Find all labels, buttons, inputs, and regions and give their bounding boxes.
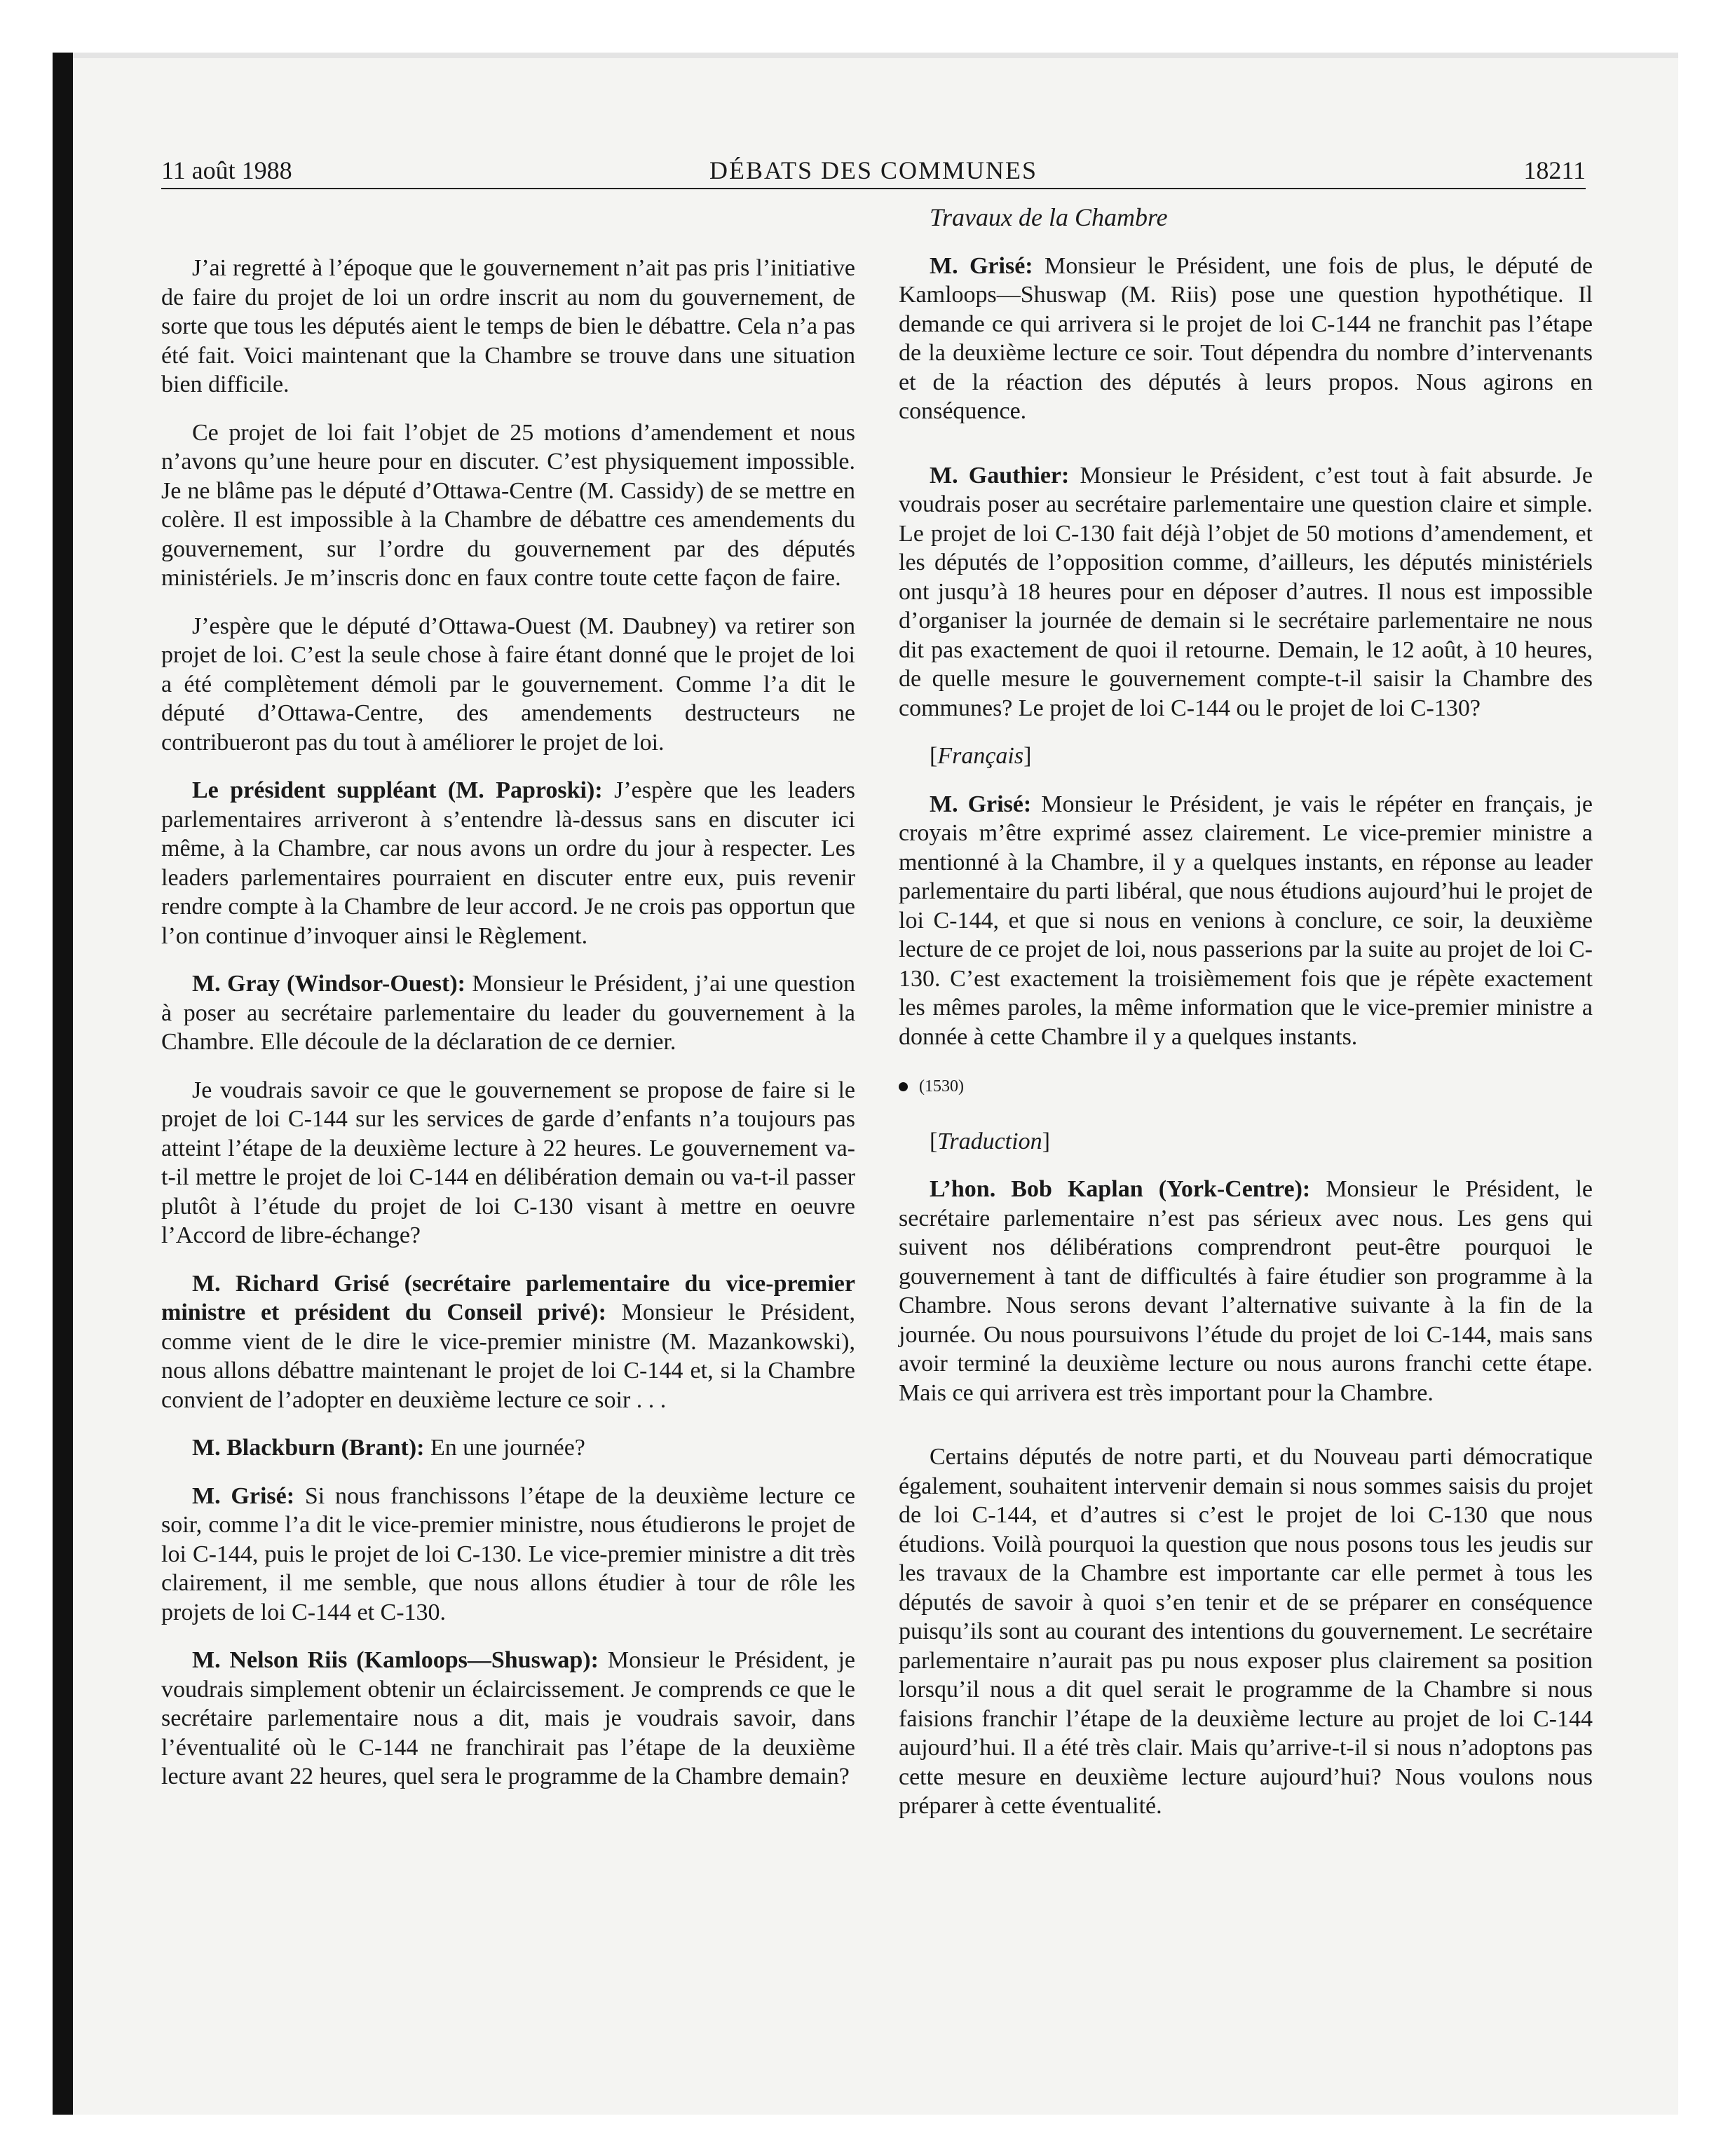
page-header <box>161 156 1586 189</box>
paragraph <box>161 612 855 758</box>
paragraph <box>899 461 1593 723</box>
language-tag-traduction: [Traduction] <box>930 1128 1050 1154</box>
language-tag-francais: [Français] <box>930 743 1032 769</box>
paragraph <box>161 969 855 1057</box>
paragraph-text: J’ai regretté à l’époque que le gouvernement n’ait pas pris l’initiative de faire du projet de loi un ordre inscrit au nom du gouvernement, de sorte que tous les députés aient le temps de bien le débattre. Cela n’a pas été fait. Voici maintenant que la Chambre se trouve dans une situation bien difficile. <box>161 255 855 397</box>
header-title: DÉBATS DES COMMUNES <box>709 156 1038 184</box>
paragraph-text: J’espère que le député d’Ottawa-Ouest (M. Daubney) va retirer son projet de loi. C’est la seule chose à faire étant donné que le projet de loi a été complètement démoli par le gouvernement. Comme l’a dit le député d’Ottawa-Centre, des amendements destructeurs ne contribueront pas du tout à améliorer le projet de loi. <box>161 613 855 756</box>
header-page-number: 18211 <box>1523 156 1586 184</box>
right-block-c <box>899 1175 1593 1821</box>
paragraph <box>899 1175 1593 1407</box>
paragraph <box>161 254 855 400</box>
paragraph <box>161 418 855 593</box>
bullet-icon <box>899 1082 908 1091</box>
paragraph-text: Monsieur le Président, une fois de plus, le député de Kamloops—Shuswap (M. Riis) pose une question hypothétique. Il demande ce qui arrivera si le projet de loi C-144 ne franchit pas l’étape de la deuxième lecture ce soir. Tout dépendra du nombre d’intervenants et de la réaction des députés à leurs propos. Nous agirons en conséquence. <box>899 252 1593 424</box>
header-date: 11 août 1988 <box>161 156 292 184</box>
paragraph <box>161 1433 855 1463</box>
running-head: Travaux de la Chambre <box>930 203 1168 231</box>
left-column <box>161 254 855 1810</box>
speaker-name: M. Nelson Riis (Kamloops—Shuswap): <box>192 1647 599 1673</box>
paragraph-text: Je voudrais savoir ce que le gouvernement se propose de faire si le projet de loi C-144 sur les services de garde d’enfants n’a toujours pas atteint l’étape de la deuxième lecture à 22 heures. Le gouvernement va-t-il mettre le projet de loi C-144 en délibération demain ou va-t-il passer plutôt à l’étude du projet de loi C-130 visant à mettre en oeuvre l’Accord de libre-échange? <box>161 1077 855 1248</box>
speaker-name: Le président suppléant (M. Paproski): <box>192 777 603 803</box>
scan-edge-top <box>73 53 1678 58</box>
scan-edge-left <box>53 53 73 2115</box>
paragraph-text: Si nous franchissons l’étape de la deuxième lecture ce soir, comme l’a dit le vice-premier ministre, nous étudierons le projet de loi C-144, puis le projet de loi C-130. Le vice-premier ministre a dit très clairement, il me semble, que nous allons étudier à tour de rôle les projets de loi C-144 et C-130. <box>161 1482 855 1625</box>
speaker-name: M. Grisé: <box>930 791 1032 817</box>
paragraph-text: Monsieur le Président, comme vient de le dire le vice-premier ministre (M. Mazankowski), nous allons débattre maintenant le projet de loi C-144 et, si la Chambre convient de l’adopter en deuxième lecture ce soir . . . <box>161 1299 855 1413</box>
speaker-name: L’hon. Bob Kaplan (York-Centre): <box>930 1176 1311 1202</box>
paragraph <box>161 776 855 950</box>
time-marker-label: (1530) <box>919 1077 964 1096</box>
paragraph <box>161 1076 855 1250</box>
paragraph <box>899 252 1593 426</box>
paragraph-text: Monsieur le Président, je vais le répéter en français, je croyais m’être exprimé assez clairement. Le vice-premier ministre a mentionné à la Chambre, il y a quelques instants, en réponse au leader parlementaire du parti libéral, que nous étudions aujourd’hui le projet de loi C-144, et que si nous en venions à conclure, ce soir, la deuxième lecture de ce projet de loi, nous passerions par la suite au projet de loi C-130. C’est exactement la troisièmement fois que je répète exactement les mêmes paroles, la même information que le vice-premier ministre a donnée à cette Chambre il y a quelques instants. <box>899 791 1593 1050</box>
paragraph-text: Monsieur le Président, j’ai une question à poser au secrétaire parlementaire du leader du gouvernement à la Chambre. Elle découle de la déclaration de ce dernier. <box>161 971 855 1055</box>
speaker-name: M. Gauthier: <box>930 462 1070 489</box>
right-block-a <box>899 252 1593 723</box>
paragraph <box>899 1442 1593 1821</box>
paragraph <box>899 790 1593 1052</box>
right-column <box>899 203 1593 1840</box>
time-marker <box>899 1072 1593 1102</box>
speaker-name: M. Richard Grisé (secrétaire parlementaire du vice-premier ministre et président du Conseil privé): <box>161 1270 855 1325</box>
paragraph-text: Certains députés de notre parti, et du Nouveau parti démocratique également, souhaitent intervenir demain si nous sommes saisis du projet de loi C-144, et d’autres si c’est le projet de loi C-130 que nous étudions. Voilà pourquoi la question que nous posons tous les jeudis sur les travaux de la Chambre est importante car elle permet à tous les députés de savoir à quoi s’en tenir et de se préparer en conséquence puisqu’ils sont au courant des intentions du gouvernement. Le secrétaire parlementaire n’aurait pas pu nous exposer plus clairement sa position lorsqu’il nous a dit quel serait le programme de la Chambre si nous faisions franchir l’étape de la deuxième lecture au projet de loi C-144 aujourd’hui. Il a été très clair. Mais qu’arrive-t-il si nous n’adoptons pas cette mesure en deuxième lecture aujourd’hui? Nous voulons nous préparer à cette éventualité. <box>899 1444 1593 1819</box>
speaker-name: M. Grisé: <box>930 252 1033 279</box>
paragraph <box>161 1646 855 1792</box>
speaker-name: M. Blackburn (Brant): <box>192 1435 425 1461</box>
speaker-name: M. Grisé: <box>192 1482 295 1509</box>
paragraph-text: J’espère que les leaders parlementaires arriveront à s’entendre là-dessus sans en discuter ici même, à la Chambre, car nous avons un ordre du jour à respecter. Les leaders parlementaires pourraient en discuter entre eux, puis revenir rendre compte à la Chambre de leur accord. Je ne crois pas opportun que l’on continue d’invoquer ainsi le Règlement. <box>161 777 855 949</box>
right-block-b <box>899 790 1593 1052</box>
paragraph <box>161 1482 855 1628</box>
paragraph-text: Monsieur le Président, c’est tout à fait absurde. Je voudrais poser au secrétaire parlementaire une question claire et simple. Le projet de loi C-130 fait déjà l’objet de 50 motions d’amendement, et les députés de l’opposition comme, d’ailleurs, les députés ministériels ont jusqu’à 18 heures pour en déposer d’autres. Il nous est impossible d’organiser la journée de demain si le secrétaire parlementaire ne nous dit pas exactement de quoi il retourne. Demain, le 12 août, à 10 heures, de quelle mesure le gouvernement compte-t-il saisir la Chambre des communes? Le projet de loi C-144 ou le projet de loi C-130? <box>899 462 1593 721</box>
paragraph-text: Ce projet de loi fait l’objet de 25 motions d’amendement et nous n’avons qu’une heure pour en discuter. C’est physiquement impossible. Je ne blâme pas le député d’Ottawa-Centre (M. Cassidy) de se mettre en colère. Il est impossible à la Chambre de débattre ces amendements du gouvernement, sur l’ordre du gouvernement par des députés ministériels. Je m’inscris donc en faux contre toute cette façon de faire. <box>161 419 855 591</box>
paragraph-text: En une journée? <box>424 1435 585 1461</box>
paragraph-text: Monsieur le Président, je voudrais simplement obtenir un éclaircissement. Je comprends ce que le secrétaire parlementaire nous a dit, mais je voudrais savoir, dans l’éventualité où le C-144 ne franchirait pas l’étape de la deuxième lecture avant 22 heures, quel sera le programme de la Chambre demain? <box>161 1647 855 1789</box>
paragraph-text: Monsieur le Président, le secrétaire parlementaire n’est pas sérieux avec nous. Les gens qui suivent nos délibérations comprendront peut-être pourquoi le gouvernement à tant de difficultés à faire étudier son programme à la Chambre. Nous serons devant l’alternative suivante à la fin de la journée. Ou nous poursuivons l’étude du projet de loi C-144, mais sans avoir terminé la deuxième lecture ou nous aurons franchi cette étape. Mais ce qui arrivera est très important pour la Chambre. <box>899 1176 1593 1406</box>
speaker-name: M. Gray (Windsor-Ouest): <box>192 971 465 997</box>
paragraph <box>161 1269 855 1415</box>
